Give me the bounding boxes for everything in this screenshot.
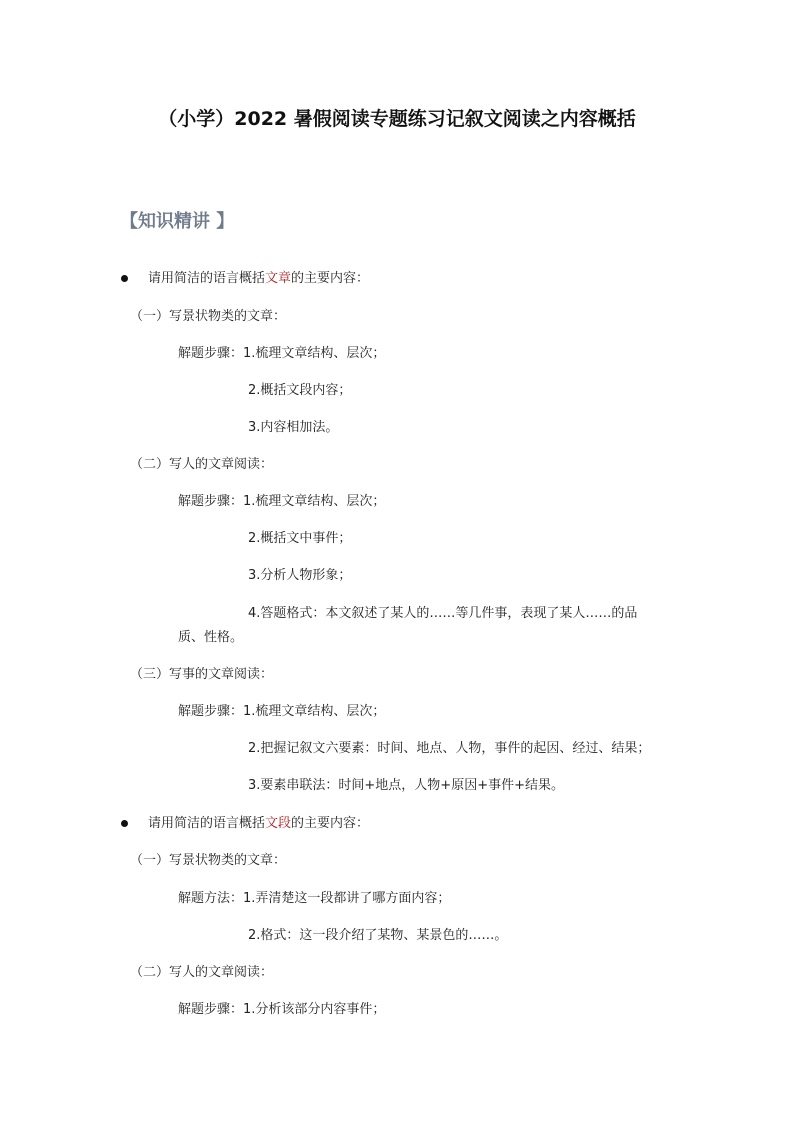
step-line: 解题步骤：1.分析该部分内容事件； [178, 1002, 386, 1017]
subheading: （二）写人的文章阅读： [130, 457, 274, 472]
step-line: 2.把握记叙文六要素：时间、地点、人物，事件的起因、经过、结果； [248, 741, 651, 756]
bullet-prefix: 请用简洁的语言概括 [148, 816, 266, 831]
step-line: 解题步骤：1.梳理文章结构、层次； [178, 494, 386, 509]
step-line: 解题步骤：1.梳理文章结构、层次； [178, 346, 386, 361]
step-line: 4.答题格式：本文叙述了某人的……等几件事，表现了某人……的品 [248, 606, 638, 621]
bullet-icon [121, 275, 128, 282]
subheading: （一）写景状物类的文章： [130, 309, 287, 324]
document-title: （小学）2022 暑假阅读专题练习记叙文阅读之内容概括 [158, 108, 636, 130]
bullet-item-paragraph [148, 816, 369, 832]
step-line: 3.内容相加法。 [248, 420, 339, 435]
bullet-suffix: 的主要内容： [291, 271, 370, 286]
subheading: （三）写事的文章阅读： [130, 667, 274, 682]
step-line-continued: 质、性格。 [178, 630, 244, 645]
highlight-word: 文段 [265, 816, 292, 831]
step-line: 解题步骤：1.梳理文章结构、层次； [178, 704, 386, 719]
step-line: 3.分析人物形象； [248, 568, 352, 583]
bullet-item-article [148, 271, 369, 287]
highlight-word: 文章 [265, 271, 292, 286]
step-line: 2.概括文段内容； [248, 383, 352, 398]
step-line: 2.格式：这一段介绍了某物、某景色的……。 [248, 928, 508, 943]
subheading: （二）写人的文章阅读： [130, 965, 274, 980]
subheading: （一）写景状物类的文章： [130, 853, 287, 868]
step-line: 3.要素串联法：时间+地点，人物+原因+事件+结果。 [248, 778, 564, 793]
bullet-suffix: 的主要内容： [291, 816, 370, 831]
bullet-icon [121, 820, 128, 827]
section-heading: 【知识精讲 】 [120, 211, 235, 232]
bullet-prefix: 请用简洁的语言概括 [148, 271, 266, 286]
step-line: 解题方法：1.弄清楚这一段都讲了哪方面内容； [178, 891, 451, 906]
step-line: 2.概括文中事件； [248, 531, 352, 546]
